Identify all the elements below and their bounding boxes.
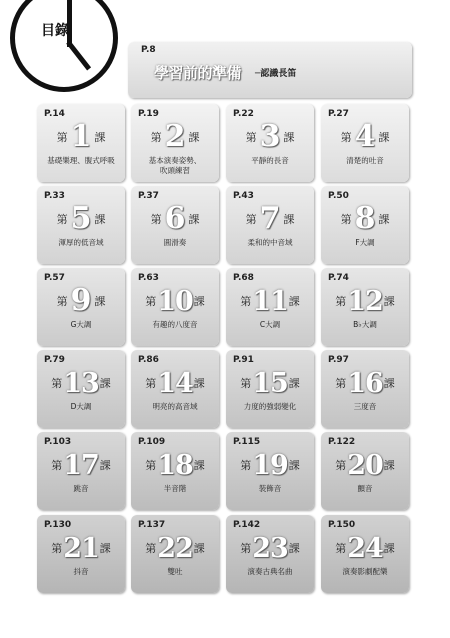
lesson-number-row bbox=[321, 531, 409, 565]
lesson-number: 24 bbox=[347, 532, 383, 564]
lesson-card[interactable] bbox=[37, 515, 125, 593]
lesson-number: 21 bbox=[63, 532, 99, 564]
lesson-title: 柔和的中音域 bbox=[247, 238, 293, 247]
lesson-title: 三度音 bbox=[353, 402, 377, 411]
lesson-title: 基礎樂理、腹式呼吸 bbox=[47, 156, 115, 165]
lesson-prefix: 第 bbox=[51, 377, 63, 390]
lesson-page-number: P.150 bbox=[328, 520, 356, 530]
contents-label: 目錄 bbox=[41, 23, 69, 39]
lesson-suffix: 課 bbox=[283, 213, 295, 226]
lesson-prefix: 第 bbox=[335, 459, 347, 472]
lesson-suffix: 課 bbox=[94, 213, 106, 226]
lesson-card[interactable] bbox=[37, 186, 125, 264]
lesson-card[interactable] bbox=[131, 186, 219, 264]
lesson-card[interactable] bbox=[226, 268, 314, 346]
lesson-number-row bbox=[37, 284, 125, 318]
lesson-suffix: 課 bbox=[193, 295, 205, 308]
intro-title: 學習前的準備 bbox=[154, 64, 242, 82]
lesson-number-row bbox=[131, 284, 219, 318]
lesson-number-row bbox=[321, 448, 409, 482]
lesson-card[interactable] bbox=[131, 432, 219, 510]
lesson-number-row bbox=[131, 531, 219, 565]
lesson-number: 8 bbox=[354, 201, 376, 236]
lesson-prefix: 第 bbox=[51, 542, 63, 555]
lesson-number-row bbox=[226, 448, 314, 482]
lesson-number: 7 bbox=[259, 201, 281, 236]
lesson-page-number: P.115 bbox=[233, 437, 261, 447]
clock-minute-hand bbox=[66, 41, 91, 71]
lesson-card[interactable] bbox=[131, 350, 219, 428]
lesson-number-row bbox=[131, 120, 219, 154]
lesson-card[interactable] bbox=[226, 515, 314, 593]
lesson-number: 12 bbox=[347, 285, 383, 317]
lesson-title: 雙吐 bbox=[167, 567, 183, 576]
lesson-suffix: 課 bbox=[188, 213, 200, 226]
lesson-prefix: 第 bbox=[240, 542, 252, 555]
lesson-card[interactable] bbox=[321, 268, 409, 346]
lesson-title: D大調 bbox=[70, 402, 92, 411]
lesson-title: 半音階 bbox=[163, 484, 187, 493]
lesson-number-row bbox=[226, 120, 314, 154]
lesson-card[interactable] bbox=[226, 186, 314, 264]
lesson-page-number: P.22 bbox=[233, 109, 254, 119]
lesson-card[interactable] bbox=[131, 515, 219, 593]
lesson-page-number: P.50 bbox=[328, 191, 349, 201]
lesson-title: 渾厚的低音域 bbox=[58, 238, 104, 247]
lesson-suffix: 課 bbox=[288, 295, 300, 308]
lesson-title: 演奏影劇配樂 bbox=[342, 567, 388, 576]
lesson-prefix: 第 bbox=[145, 295, 157, 308]
lesson-title: 跳音 bbox=[73, 484, 89, 493]
lesson-card[interactable] bbox=[321, 515, 409, 593]
lesson-page-number: P.37 bbox=[138, 191, 159, 201]
lesson-suffix: 課 bbox=[193, 542, 205, 555]
lesson-number: 23 bbox=[252, 532, 288, 564]
lesson-number-row bbox=[226, 366, 314, 400]
lesson-prefix: 第 bbox=[145, 542, 157, 555]
lesson-card[interactable] bbox=[321, 432, 409, 510]
lesson-number: 22 bbox=[157, 532, 193, 564]
lesson-page-number: P.97 bbox=[328, 355, 349, 365]
lesson-card[interactable] bbox=[131, 104, 219, 182]
lesson-prefix: 第 bbox=[340, 213, 352, 226]
lesson-title: 清楚的吐音 bbox=[346, 156, 384, 165]
lesson-prefix: 第 bbox=[335, 295, 347, 308]
lesson-page-number: P.130 bbox=[44, 520, 72, 530]
lesson-number: 13 bbox=[63, 367, 99, 399]
lesson-page-number: P.68 bbox=[233, 273, 254, 283]
lesson-suffix: 課 bbox=[99, 459, 111, 472]
intro-subtitle: ─認識長笛 bbox=[255, 69, 297, 79]
lesson-suffix: 課 bbox=[283, 131, 295, 144]
lesson-prefix: 第 bbox=[56, 295, 68, 308]
lesson-number-row bbox=[37, 448, 125, 482]
lesson-suffix: 課 bbox=[94, 131, 106, 144]
lesson-card[interactable] bbox=[37, 350, 125, 428]
lesson-number-row bbox=[131, 366, 219, 400]
lesson-title: C大調 bbox=[259, 320, 281, 329]
lesson-number-row bbox=[321, 120, 409, 154]
lesson-title: 抖音 bbox=[73, 567, 89, 576]
lesson-title: B♭大調 bbox=[353, 320, 377, 329]
intro-card[interactable] bbox=[128, 42, 412, 98]
lesson-prefix: 第 bbox=[150, 213, 162, 226]
lesson-number: 2 bbox=[164, 119, 186, 154]
lesson-suffix: 課 bbox=[288, 459, 300, 472]
lesson-suffix: 課 bbox=[383, 377, 395, 390]
lesson-page-number: P.27 bbox=[328, 109, 349, 119]
lesson-title: 基本演奏姿勢、 吹頭練習 bbox=[148, 156, 202, 175]
lesson-prefix: 第 bbox=[240, 295, 252, 308]
lesson-title: 力度的強弱變化 bbox=[243, 402, 297, 411]
lesson-suffix: 課 bbox=[378, 213, 390, 226]
lesson-number: 18 bbox=[157, 449, 193, 481]
lesson-page-number: P.142 bbox=[233, 520, 261, 530]
lesson-page-number: P.57 bbox=[44, 273, 65, 283]
lesson-prefix: 第 bbox=[51, 459, 63, 472]
lesson-suffix: 課 bbox=[383, 459, 395, 472]
lesson-suffix: 課 bbox=[99, 542, 111, 555]
lesson-suffix: 課 bbox=[193, 377, 205, 390]
lesson-suffix: 課 bbox=[383, 542, 395, 555]
lesson-number: 11 bbox=[252, 285, 288, 317]
lesson-card[interactable] bbox=[37, 268, 125, 346]
lesson-number-row bbox=[321, 284, 409, 318]
lesson-page-number: P.74 bbox=[328, 273, 349, 283]
lesson-title: F大調 bbox=[355, 238, 375, 247]
lesson-suffix: 課 bbox=[188, 131, 200, 144]
lesson-suffix: 課 bbox=[99, 377, 111, 390]
lesson-card[interactable] bbox=[226, 104, 314, 182]
lesson-title: 顫音 bbox=[357, 484, 373, 493]
lesson-title: 有趣的八度音 bbox=[152, 320, 198, 329]
lesson-prefix: 第 bbox=[56, 213, 68, 226]
lesson-title: 裝飾音 bbox=[258, 484, 282, 493]
lesson-number: 1 bbox=[70, 119, 92, 154]
lesson-prefix: 第 bbox=[145, 377, 157, 390]
lesson-suffix: 課 bbox=[288, 542, 300, 555]
lesson-page-number: P.109 bbox=[138, 437, 166, 447]
lesson-prefix: 第 bbox=[245, 213, 257, 226]
lesson-number: 20 bbox=[347, 449, 383, 481]
lesson-card[interactable] bbox=[226, 432, 314, 510]
lesson-number-row bbox=[321, 202, 409, 236]
lesson-page-number: P.79 bbox=[44, 355, 65, 365]
lesson-page-number: P.33 bbox=[44, 191, 65, 201]
lesson-number-row bbox=[226, 284, 314, 318]
lesson-number: 3 bbox=[259, 119, 281, 154]
lesson-number: 4 bbox=[354, 119, 376, 154]
lesson-prefix: 第 bbox=[245, 131, 257, 144]
lesson-card[interactable] bbox=[131, 268, 219, 346]
lesson-suffix: 課 bbox=[288, 377, 300, 390]
lesson-number: 5 bbox=[70, 201, 92, 236]
lesson-page-number: P.137 bbox=[138, 520, 166, 530]
lesson-title: 圓滑奏 bbox=[163, 238, 187, 247]
lesson-number: 9 bbox=[70, 283, 92, 318]
lesson-number-row bbox=[131, 448, 219, 482]
lesson-prefix: 第 bbox=[56, 131, 68, 144]
clock-icon bbox=[10, 0, 118, 92]
lesson-title: 演奏古典名曲 bbox=[247, 567, 293, 576]
lesson-prefix: 第 bbox=[240, 377, 252, 390]
lesson-page-number: P.63 bbox=[138, 273, 159, 283]
lesson-prefix: 第 bbox=[335, 542, 347, 555]
lesson-number-row bbox=[226, 202, 314, 236]
lesson-number-row bbox=[37, 366, 125, 400]
lesson-number-row bbox=[37, 202, 125, 236]
lesson-page-number: P.91 bbox=[233, 355, 254, 365]
lesson-number: 19 bbox=[252, 449, 288, 481]
lesson-prefix: 第 bbox=[240, 459, 252, 472]
lesson-page-number: P.19 bbox=[138, 109, 159, 119]
lesson-card[interactable] bbox=[321, 350, 409, 428]
lesson-prefix: 第 bbox=[335, 377, 347, 390]
lesson-title: G大調 bbox=[70, 320, 92, 329]
lesson-number: 10 bbox=[157, 285, 193, 317]
lesson-number: 15 bbox=[252, 367, 288, 399]
lesson-number: 14 bbox=[157, 367, 193, 399]
lesson-prefix: 第 bbox=[150, 131, 162, 144]
lesson-card[interactable] bbox=[226, 350, 314, 428]
lesson-number: 17 bbox=[63, 449, 99, 481]
lesson-card[interactable] bbox=[37, 104, 125, 182]
lesson-title: 平靜的長音 bbox=[251, 156, 289, 165]
lesson-title: 明亮的高音域 bbox=[152, 402, 198, 411]
lesson-number-row bbox=[37, 531, 125, 565]
lesson-page-number: P.43 bbox=[233, 191, 254, 201]
lesson-number-row bbox=[37, 120, 125, 154]
lesson-suffix: 課 bbox=[94, 295, 106, 308]
lesson-number: 6 bbox=[164, 201, 186, 236]
lesson-number: 16 bbox=[347, 367, 383, 399]
lesson-page-number: P.122 bbox=[328, 437, 356, 447]
lesson-number-row bbox=[226, 531, 314, 565]
lesson-suffix: 課 bbox=[193, 459, 205, 472]
lesson-prefix: 第 bbox=[340, 131, 352, 144]
intro-page-number: P.8 bbox=[141, 45, 156, 55]
lesson-suffix: 課 bbox=[383, 295, 395, 308]
lesson-number-row bbox=[321, 366, 409, 400]
lesson-page-number: P.86 bbox=[138, 355, 159, 365]
lesson-card[interactable] bbox=[321, 186, 409, 264]
lesson-card[interactable] bbox=[37, 432, 125, 510]
lesson-page-number: P.103 bbox=[44, 437, 72, 447]
lesson-number-row bbox=[131, 202, 219, 236]
lesson-suffix: 課 bbox=[378, 131, 390, 144]
lesson-prefix: 第 bbox=[145, 459, 157, 472]
lesson-card[interactable] bbox=[321, 104, 409, 182]
lesson-page-number: P.14 bbox=[44, 109, 65, 119]
